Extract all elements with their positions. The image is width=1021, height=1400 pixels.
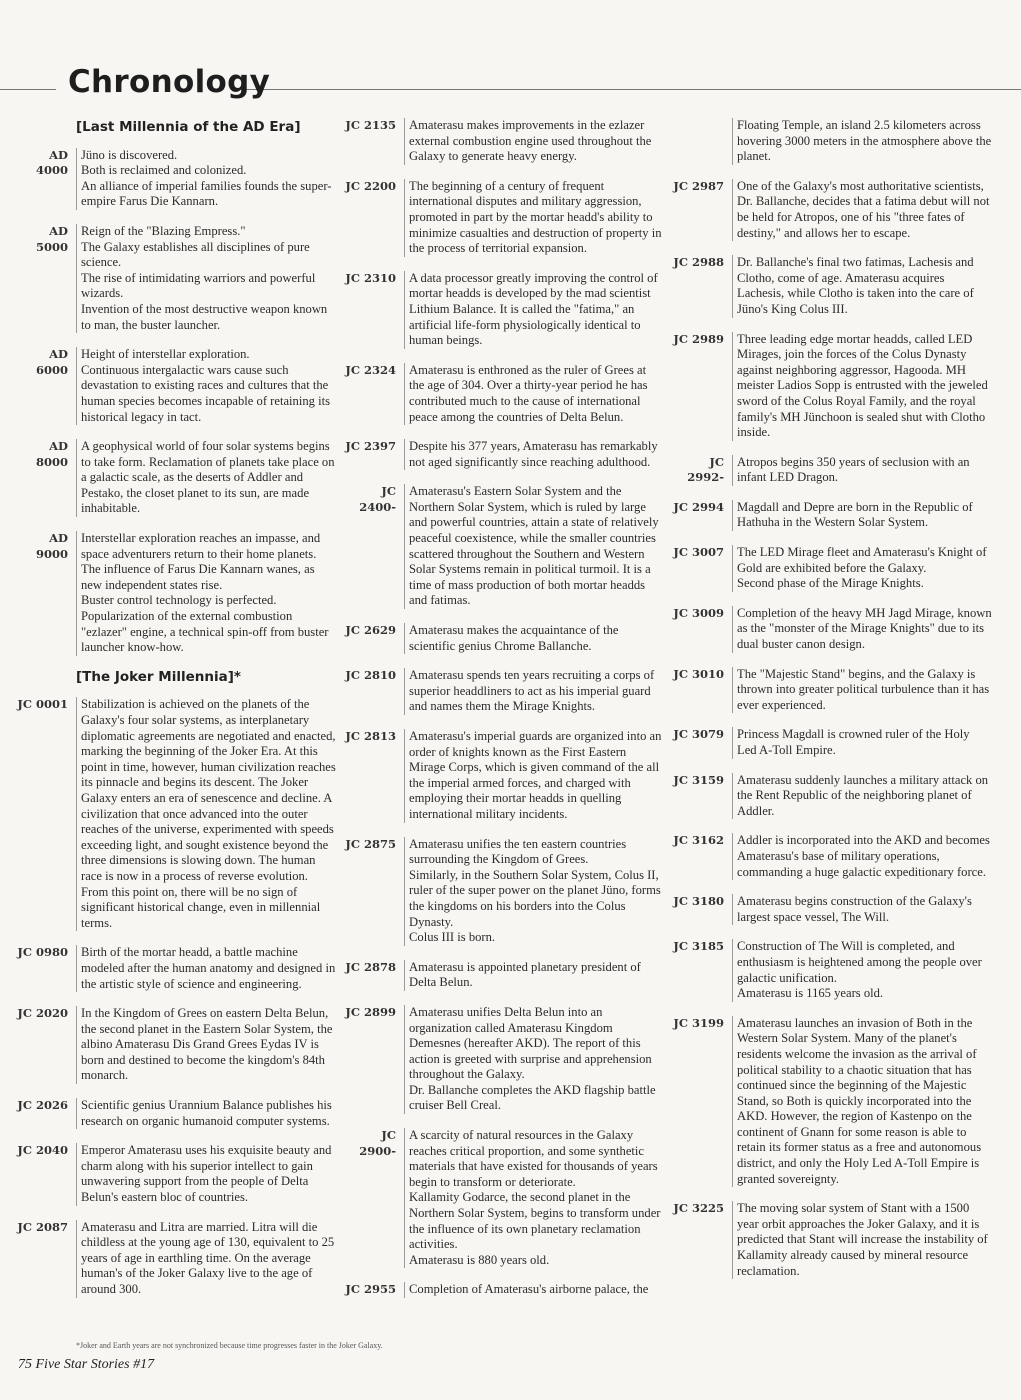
entry-text: [404, 179, 664, 257]
entry-date: JC 2026: [17, 1098, 68, 1113]
entry-text: [732, 667, 992, 714]
entry-paragraph: Both is reclaimed and colonized.: [81, 163, 247, 178]
entry-paragraph: Continuous intergalactic wars cause such devastation to existing races and cultures that the human species becomes incapable of retaining its historical legacy in tact.: [81, 362, 330, 424]
entry-text: [404, 439, 664, 470]
entry-paragraph: Amaterasu makes the acquaintance of the scientific genius Chrome Ballanche.: [409, 623, 619, 653]
continued-paragraph: Floating Temple, an island 2.5 kilometers across hovering 3000 meters in the atmosphere above the planet.: [737, 118, 992, 164]
entry-text: [76, 945, 336, 992]
timeline-entry: [14, 697, 336, 931]
entry-date: JC 2135: [345, 118, 396, 132]
footnote: *Joker and Earth years are not synchronized because time progresses faster in the Joker Galaxy.: [76, 1341, 383, 1350]
timeline-entry: [342, 1005, 664, 1114]
entry-date: JC 2955: [345, 1282, 396, 1297]
entry-text: [732, 332, 992, 441]
entry-date: JC 2992-: [687, 454, 724, 485]
entry-list-column-3: [670, 179, 992, 1279]
timeline-entry: [342, 668, 664, 715]
entry-paragraph: One of the Galaxy's most authoritative scientists, Dr. Ballanche, decides that a fatima debut will not be held for Atropos, one of his "three fates of destiny," and allows her to escape.: [737, 178, 990, 240]
entry-date: JC 2020: [17, 1006, 68, 1021]
entry-date: JC 2989: [673, 331, 724, 346]
entry-paragraph: Scientific genius Urannium Balance publishes his research on organic humanoid computer systems.: [81, 1098, 332, 1128]
entry-paragraph: The LED Mirage fleet and Amaterasu's Knight of Gold are exhibited before the Galaxy.: [737, 545, 987, 575]
entry-date: JC 3162: [673, 833, 724, 848]
entry-paragraph: Construction of The Will is completed, and enthusiasm is heightened among the people over galactic unification.: [737, 939, 982, 985]
entry-paragraph: The influence of Farus Die Kannarn wanes, as new independent states rise.: [81, 562, 315, 592]
entry-text: [732, 773, 992, 820]
timeline-entry: [670, 939, 992, 1001]
entry-text: [404, 729, 664, 823]
entry-date: JC 3180: [673, 894, 724, 909]
entry-text: [76, 531, 336, 656]
timeline-entry: [670, 773, 992, 820]
entry-paragraph: The moving solar system of Stant with a 1500 year orbit approaches the Joker Galaxy, and it is predicted that Stant will increase the instability of Kallamity already caused by mineral resource reclamation.: [737, 1201, 988, 1278]
entry-paragraph: In the Kingdom of Grees on eastern Delta Belun, the second planet in the Eastern Solar System, the albino Amaterasu Dis Grand Grees Eydas IV is born and destined to become the kingdom's 84th monarch.: [81, 1006, 333, 1083]
timeline-entry: [670, 894, 992, 925]
entry-date: JC 3010: [673, 666, 724, 681]
entry-list-joker-millennia: [14, 697, 336, 1297]
timeline-entry: [670, 255, 992, 317]
timeline-entry: [14, 224, 336, 333]
entry-date: JC 2994: [673, 499, 724, 514]
timeline-entry: [670, 667, 992, 714]
entry-date: JC 2200: [345, 178, 396, 193]
entry-paragraph: Birth of the mortar headd, a battle machine modeled after the human anatomy and designed in the artistic style of science and engineering.: [81, 945, 336, 991]
timeline-entry: [342, 484, 664, 609]
entry-paragraph: Amaterasu and Litra are married. Litra will die childless at the young age of 130, equivalent to 25 years of age in earthling time. On the average human's of the Joker Galaxy live to the age of around 300.: [81, 1219, 335, 1296]
timeline-entry: [670, 332, 992, 441]
timeline-entry: [670, 833, 992, 880]
entry-text: [732, 455, 992, 486]
timeline-entry: [670, 455, 992, 486]
entry-list-ad-era: [14, 148, 336, 656]
entry-date: JC 3225: [673, 1201, 724, 1216]
entry-paragraph: Amaterasu begins construction of the Galaxy's largest space vessel, The Will.: [737, 894, 972, 924]
entry-date: JC 2878: [345, 959, 396, 974]
entry-paragraph: The Galaxy establishes all disciplines of pure science.: [81, 239, 310, 270]
entry-paragraph: Despite his 377 years, Amaterasu has remarkably not aged significantly since reaching adulthood.: [409, 439, 658, 469]
entry-date: AD 9000: [35, 531, 68, 561]
timeline-entry: [670, 500, 992, 531]
entry-paragraph: Princess Magdall is crowned ruler of the Holy Led A-Toll Empire.: [737, 727, 970, 757]
timeline-entry: [670, 1016, 992, 1188]
entry-paragraph: Amaterasu unifies Delta Belun into an organization called Amaterasu Kingdom Demesnes (hereafter AKD). The report of this action is greeted with surprise and apprehension throughout the Galaxy.: [409, 1004, 652, 1082]
entry-text: [76, 1006, 336, 1084]
entry-text: [404, 271, 664, 349]
entry-paragraph: Colus III is born.: [409, 930, 496, 945]
entry-text: [732, 727, 992, 758]
entry-text: [76, 1098, 336, 1129]
entry-date: JC 2310: [345, 270, 396, 285]
timeline-entry: [670, 545, 992, 592]
entry-text: [732, 179, 992, 241]
continued-entry-text: [732, 118, 992, 165]
entry-paragraph: Addler is incorporated into the AKD and becomes Amaterasu's base of military operations, commanding a huge galactic expeditionary force.: [737, 833, 990, 879]
entry-paragraph: Popularization of the external combustion "ezlazer" engine, a technical spin-off from buster launcher know-how.: [81, 609, 329, 655]
entry-paragraph: Emperor Amaterasu uses his exquisite beauty and charm along with his superior intellect to gain unwavering support from the people of Delta Belun's eastern bloc of countries.: [81, 1143, 332, 1205]
entry-paragraph: Interstellar exploration reaches an impasse, and space adventurers return to their home planets.: [81, 531, 321, 561]
timeline-entry: [342, 1128, 664, 1268]
entry-text: [732, 500, 992, 531]
entry-paragraph: Reign of the "Blazing Empress.": [81, 223, 246, 238]
entry-paragraph: Completion of the heavy MH Jagd Mirage, known as the "monster of the Mirage Knights" due to its dual buster canon design.: [737, 605, 992, 652]
entry-paragraph: Stabilization is achieved on the planets of the Galaxy's four solar systems, as interplanetary diplomatic agreements are negotiated and enacted, marking the beginning of the Joker Era. At this point in time, however, human civilization reaches its pinnacle and begins its descent. The Joker Galaxy enters an era of senescence and decline. A civilization that once advanced into the outer reaches of the universe, experimented with speeds exceeding light, and sought existence beyond the three dimensions is slowing down. The human race is now in a process of reverse evolution. From this point on, there will be no sign of significant historical change, even in millennial terms.: [81, 697, 336, 930]
timeline-entry: [342, 179, 664, 257]
entry-text: [404, 1282, 664, 1298]
entry-paragraph: Amaterasu's Eastern Solar System and the Northern Solar System, which is ruled by large and powerful countries, attain a state of relatively peaceful coexistence, while the smaller countries scattered throughout the Southern and Western Solar Systems remain in political turmoil. It is a time of mass production of both mortar headds and fatimas.: [409, 484, 659, 608]
entry-date: JC 2875: [345, 836, 396, 851]
entry-text: [76, 224, 336, 333]
timeline-entry: [14, 531, 336, 656]
entry-date: JC 0001: [17, 697, 68, 712]
entry-paragraph: Buster control technology is perfected.: [81, 593, 277, 608]
entry-paragraph: The rise of intimidating warriors and powerful wizards.: [81, 270, 316, 301]
entry-paragraph: Amaterasu spends ten years recruiting a corps of superior headdliners to act as his imperial guard and names them the Mirage Knights.: [409, 668, 655, 714]
entry-paragraph: A geophysical world of four solar systems begins to take form. Reclamation of planets take place on a galactic scale, as the deserts of Addler and Pestako, the closet planet to its sun, are made inhabitable.: [81, 439, 335, 516]
entry-text: [404, 1128, 664, 1268]
entry-date: JC 2400-: [359, 484, 396, 514]
entry-paragraph: Atropos begins 350 years of seclusion with an infant LED Dragon.: [737, 454, 970, 485]
timeline-entry: [342, 837, 664, 946]
page-folio: 75 Five Star Stories #17: [18, 1357, 155, 1372]
timeline-entry: [670, 1201, 992, 1279]
entry-paragraph: Amaterasu's imperial guards are organized into an order of knights known as the First Eastern Mirage Corps, which is given command of the all the imperial armed forces, and charged with employing their mortar headds in quelling international military incidents.: [409, 729, 662, 821]
entry-text: [76, 439, 336, 517]
timeline-entry: [342, 439, 664, 470]
column-2: [342, 118, 664, 1312]
timeline-entry: [670, 179, 992, 241]
entry-date: JC 2987: [673, 178, 724, 193]
entry-text: [732, 606, 992, 653]
entry-text: [404, 960, 664, 991]
entry-date: JC 2988: [673, 255, 724, 270]
entry-date: JC 2040: [17, 1143, 68, 1158]
entry-text: [76, 148, 336, 210]
timeline-entry: [342, 960, 664, 991]
entry-paragraph: A scarcity of natural resources in the Galaxy reaches critical proportion, and some synthetic materials that have existed for thousands of years begin to transform or deteriorate.: [409, 1128, 658, 1189]
section-heading-joker-millennia: [The Joker Millennia]*: [76, 668, 241, 685]
entry-paragraph: A data processor greatly improving the control of mortar headds is developed by the mad scientist Lithium Balance. It is called the "fatima," an artificial life-form physiologically identical to human beings.: [409, 270, 658, 348]
entry-date: JC 2087: [17, 1219, 68, 1234]
entry-date: JC 3007: [673, 545, 724, 560]
column-1: [14, 112, 336, 1312]
timeline-entry: [670, 606, 992, 653]
entry-date: AD 8000: [35, 439, 68, 469]
entry-date: JC 3199: [673, 1015, 724, 1030]
entry-paragraph: Similarly, in the Southern Solar System, Colus II, ruler of the super power on the planet Jüno, forms the kingdoms on his borders into the Colus Dynasty.: [409, 867, 661, 929]
entry-date: JC 3159: [673, 772, 724, 787]
entry-text: [732, 255, 992, 317]
entry-paragraph: Invention of the most destructive weapon known to man, the buster launcher.: [81, 301, 328, 332]
page-title: Chronology: [68, 64, 271, 100]
timeline-entry: [342, 729, 664, 823]
entry-paragraph: Dr. Ballanche completes the AKD flagship battle cruiser Bell Creal.: [409, 1082, 656, 1113]
timeline-entry: [342, 1282, 664, 1298]
entry-paragraph: The beginning of a century of frequent international disputes and military aggression, promoted in part by the mortar headd's ability to minimize casualties and destruction of property in the process of territorial expansion.: [409, 178, 662, 256]
entry-date: JC 2900-: [359, 1128, 396, 1158]
timeline-entry: [342, 271, 664, 349]
entry-paragraph: Height of interstellar exploration.: [81, 347, 250, 362]
entry-paragraph: Amaterasu is 1165 years old.: [737, 986, 884, 1001]
timeline-entry: [14, 1098, 336, 1129]
entry-date: JC 3009: [673, 605, 724, 620]
entry-paragraph: An alliance of imperial families founds the super-empire Farus Die Kannarn.: [81, 178, 332, 209]
entry-text: [732, 545, 992, 592]
timeline-entry: [14, 1006, 336, 1084]
entry-date: JC 2397: [345, 439, 396, 454]
timeline-entry: [14, 1143, 336, 1205]
entry-paragraph: Amaterasu launches an invasion of Both in the Western Solar System. Many of the planet's residents welcome the invasion as the arrival of political stability to a chaotic situation that has continued since the beginning of the Majestic Stand, so Both is quickly incorporated into the AKD. However, the region of Kastenpo on the continent of Gnann for some reason is able to retain its former status as a free and autonomous district, and only the Holy Led A-Toll Empire is granted sovereignty.: [737, 1015, 982, 1186]
entry-date: AD 5000: [35, 223, 68, 254]
timeline-entry: [14, 148, 336, 210]
entry-list-column-2: [342, 118, 664, 1298]
entry-date: JC 2324: [345, 362, 396, 377]
entry-paragraph: Amaterasu is appointed planetary president of Delta Belun.: [409, 959, 641, 990]
entry-date: JC 0980: [17, 945, 68, 960]
entry-text: [76, 347, 336, 425]
timeline-entry: [14, 945, 336, 992]
entry-paragraph: Amaterasu unifies the ten eastern countries surrounding the Kingdom of Grees.: [409, 836, 627, 867]
entry-paragraph: Amaterasu is 880 years old.: [409, 1252, 550, 1267]
entry-date: AD 6000: [35, 347, 68, 377]
entry-text: [404, 837, 664, 946]
entry-paragraph: The "Majestic Stand" begins, and the Galaxy is thrown into greater political turbulence than it has ever experienced.: [737, 666, 990, 712]
timeline-entry: [342, 118, 664, 165]
entry-paragraph: Second phase of the Mirage Knights.: [737, 576, 924, 591]
entry-date: JC 3185: [673, 939, 724, 954]
entry-text: [732, 1201, 992, 1279]
column-3: [670, 118, 992, 1293]
entry-text: [76, 1143, 336, 1205]
section-heading-ad-era: [Last Millennia of the AD Era]: [76, 119, 301, 135]
entry-paragraph: Three leading edge mortar headds, called LED Mirages, join the forces of the Colus Dynasty against neighboring aggressor, Hagooda. MH meister Ladios Sopp is entrusted with the jeweled sword of the Colus Royal Family, and the royal family's MH Jünchoon is sealed shut with Clotho inside.: [737, 331, 988, 440]
entry-text: [76, 1220, 336, 1298]
entry-text: [404, 668, 664, 715]
entry-paragraph: Completion of Amaterasu's airborne palace, the: [409, 1282, 649, 1297]
entry-date: JC 3079: [673, 727, 724, 742]
timeline-entry: [342, 363, 664, 425]
entry-text: [76, 697, 336, 931]
timeline-entry: [670, 727, 992, 758]
entry-paragraph: Jüno is discovered.: [81, 147, 178, 162]
entry-text: [404, 623, 664, 654]
entry-text: [404, 484, 664, 609]
entry-text: [732, 833, 992, 880]
entry-paragraph: Amaterasu is enthroned as the ruler of Grees at the age of 304. Over a thirty-year period he has contributed much to the cause of international peace among the countries of Delta Belun.: [409, 362, 648, 424]
entry-text: [404, 363, 664, 425]
timeline-entry: [14, 439, 336, 517]
entry-text: [404, 118, 664, 165]
entry-text: [732, 939, 992, 1001]
timeline-entry: [14, 347, 336, 425]
entry-text: [732, 1016, 992, 1188]
entry-text: [732, 894, 992, 925]
timeline-entry: [342, 623, 664, 654]
timeline-entry: [14, 1220, 336, 1298]
entry-date: JC 2629: [345, 623, 396, 638]
entry-paragraph: Magdall and Depre are born in the Republic of Hathuha in the Western Solar System.: [737, 499, 973, 530]
entry-date: JC 2899: [345, 1004, 396, 1019]
entry-paragraph: Amaterasu suddenly launches a military attack on the Rent Republic of the neighboring planet of Addler.: [737, 772, 989, 818]
entry-date: AD 4000: [35, 147, 68, 178]
entry-date: JC 2813: [345, 729, 396, 743]
entry-paragraph: Dr. Ballanche's final two fatimas, Lachesis and Clotho, come of age. Amaterasu acquires Lachesis, while Clotho is taken into the care of Jüno's King Colus III.: [737, 255, 974, 316]
entry-text: [404, 1005, 664, 1114]
entry-paragraph: Kallamity Godarce, the second planet in the Northern Solar System, begins to transform under the influence of its own planetary reclamation activities.: [409, 1190, 661, 1252]
entry-date: JC 2810: [345, 668, 396, 683]
entry-paragraph: Amaterasu makes improvements in the ezlazer external combustion engine used throughout the Galaxy to generate heavy energy.: [409, 118, 652, 164]
